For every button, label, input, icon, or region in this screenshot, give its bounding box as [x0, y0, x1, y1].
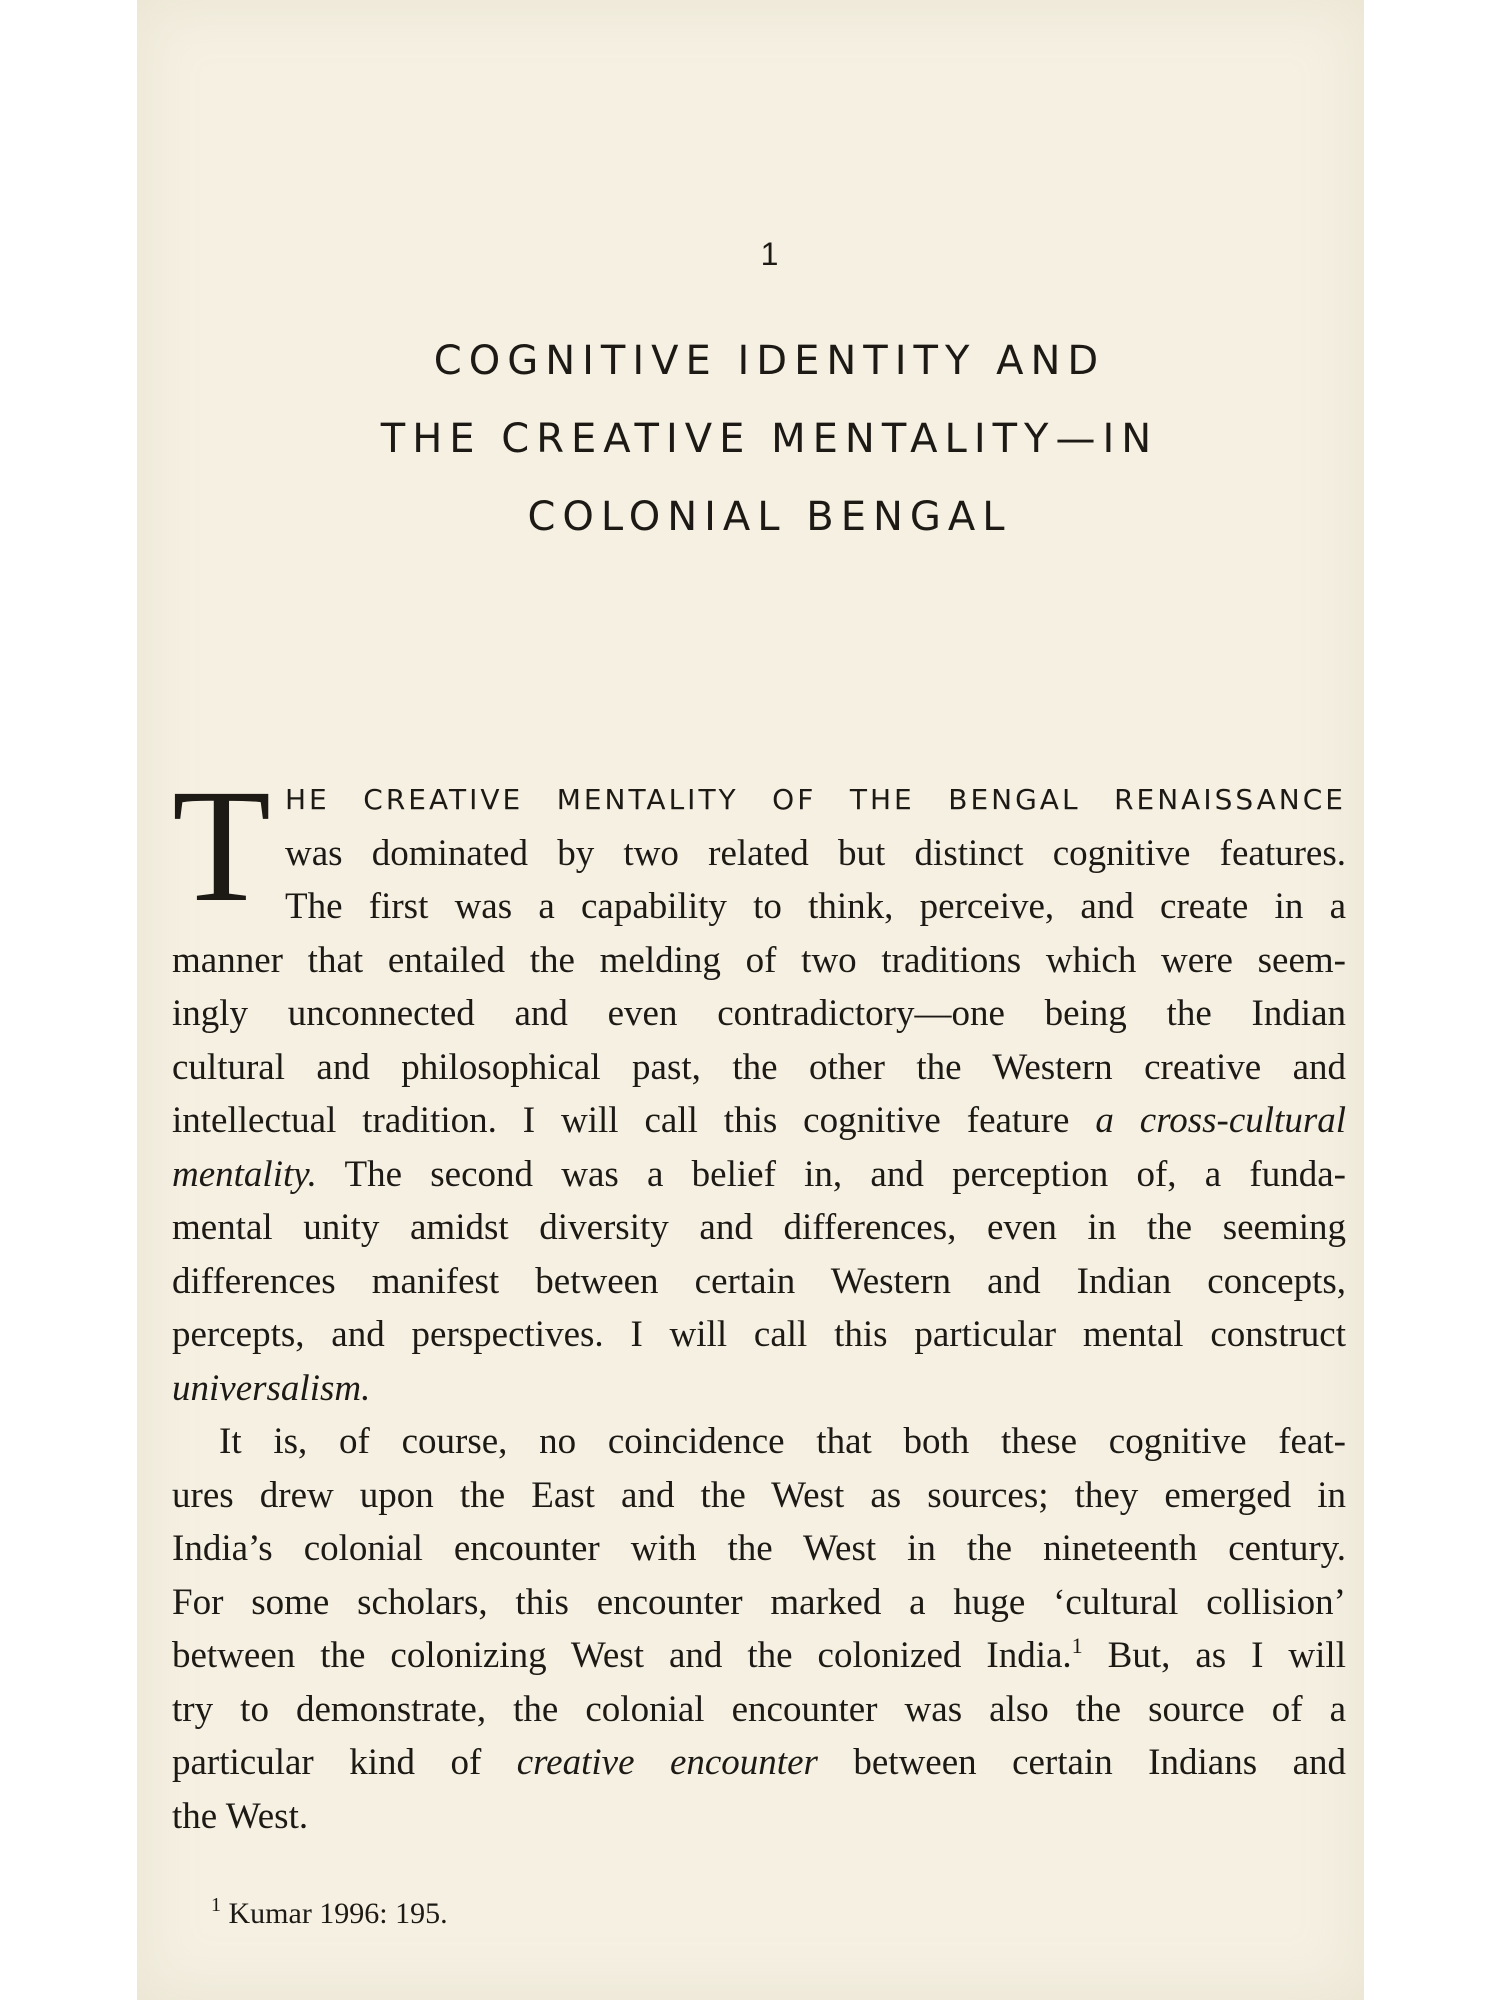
chapter-title	[156, 322, 1383, 556]
footnote-text: Kumar 1996: 195.	[221, 1897, 448, 1930]
paragraph-2-line-8: the West.	[172, 1795, 309, 1837]
paragraph-1-line-1: HE CREATIVE MENTALITY OF THE BENGAL RENAISSANCE	[285, 783, 1346, 816]
paragraph-2-line-4: For some scholars, this encounter marked a huge ‘cultural collision’	[172, 1581, 1346, 1623]
term-mentality: mentality.	[172, 1153, 317, 1195]
paragraph-1-line-7	[172, 1094, 1346, 1148]
paragraph-2-line-7	[172, 1736, 1346, 1790]
paragraph-1-line-11: percepts, and perspectives. I will call this particular mental construct	[172, 1314, 1346, 1355]
paragraph-2-line-7-tail: between certain Indians and	[817, 1742, 1346, 1783]
paragraph-1-line-2: was dominated by two related but distinct cognitive features.	[285, 832, 1346, 874]
paragraph-2-line-1: It is, of course, no coincidence that both these cognitive feat-	[219, 1421, 1346, 1462]
chapter-title-line-1: COGNITIVE IDENTITY AND	[433, 338, 1106, 384]
book-page	[137, 0, 1364, 2000]
paragraph-1-line-3: The first was a capability to think, perceive, and create in a	[285, 886, 1346, 927]
paragraph-1-line-12	[172, 1362, 1346, 1416]
paragraph-1-line-8	[172, 1148, 1346, 1202]
paragraph-2-line-5-tail: But, as I will	[1082, 1635, 1346, 1676]
body-text	[172, 757, 1346, 1843]
footnote-reference[interactable]: 1	[1071, 1633, 1083, 1658]
paragraph-2	[172, 1415, 1346, 1843]
chapter-number: 1	[760, 236, 779, 272]
paragraph-2-line-6: try to demonstrate, the colonial encounter was also the source of a	[172, 1688, 1346, 1730]
paragraph-2-line-7-text: particular kind of	[172, 1742, 517, 1783]
paragraph-2-line-3: India’s colonial encounter with the West in the nineteenth century.	[172, 1528, 1346, 1569]
term-universalism: universalism.	[172, 1367, 371, 1409]
footnote-marker: 1	[211, 1894, 221, 1916]
term-creative-encounter: creative encounter	[516, 1742, 818, 1783]
paragraph-1-line-9: mental unity amidst diversity and differences, even in the seeming	[172, 1207, 1346, 1248]
chapter-title-line-2: THE CREATIVE MENTALITY—IN	[380, 416, 1159, 462]
paragraph-1	[172, 757, 1346, 1415]
paragraph-1-line-10: differences manifest between certain Western and Indian concepts,	[172, 1260, 1346, 1302]
paragraph-2-line-5-text: between the colonizing West and the colonized India.	[172, 1635, 1072, 1676]
paragraph-1-line-5: ingly unconnected and even contradictory—one being the Indian	[172, 993, 1346, 1034]
paragraph-1-line-4: manner that entailed the melding of two traditions which were seem-	[172, 939, 1346, 981]
paragraph-1-line-6: cultural and philosophical past, the other the Western creative and	[172, 1046, 1346, 1088]
paragraph-1-line-7-text: intellectual tradition. I will call this cognitive feature	[172, 1100, 1096, 1141]
paragraph-2-line-5	[172, 1629, 1346, 1683]
paragraph-2-line-2: ures drew upon the East and the West as sources; they emerged in	[172, 1474, 1346, 1516]
footnote	[211, 1894, 448, 1931]
term-cross-cultural: a cross-cultural	[1095, 1100, 1346, 1141]
drop-cap: T	[172, 757, 271, 936]
paragraph-1-line-8-text: The second was a belief in, and perception of, a funda-	[316, 1153, 1346, 1195]
chapter-title-line-3: COLONIAL BENGAL	[527, 494, 1012, 540]
